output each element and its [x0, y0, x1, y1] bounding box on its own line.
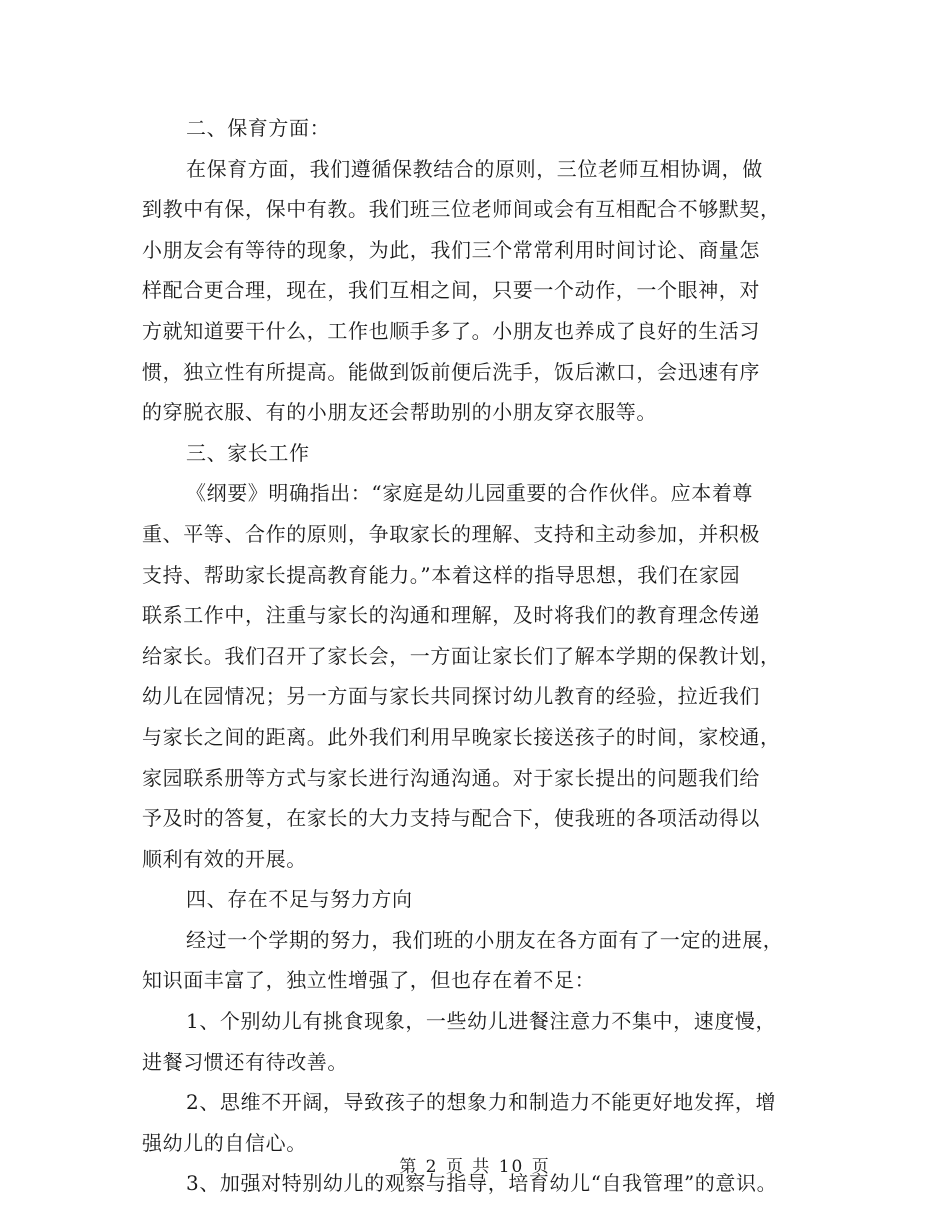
text-line: 联系工作中，注重与家长的沟通和理解，及时将我们的教育理念传递 [142, 603, 760, 628]
text-line: 的穿脱衣服、有的小朋友还会帮助别的小朋友穿衣服等。 [142, 400, 657, 425]
text-line: 进餐习惯还有待改善。 [142, 1049, 348, 1074]
text-line: 1、个别幼儿有挑食现象，一些幼儿进餐注意力不集中，速度慢， [186, 1009, 777, 1034]
text-line: 惯，独立性有所提高。能做到饭前便后洗手，饭后漱口，会迅速有序 [142, 359, 760, 384]
text-line: 到教中有保，保中有教。我们班三位老师间或会有互相配合不够默契， [142, 197, 781, 222]
text-line: 家园联系册等方式与家长进行沟通沟通。对于家长提出的问题我们给 [142, 765, 760, 790]
text-line: 《纲要》明确指出：“家庭是幼儿园重要的合作伙伴。应本着尊 [186, 481, 754, 506]
text-line: 2、思维不开阔，导致孩子的想象力和制造力不能更好地发挥，增 [186, 1090, 777, 1115]
text-line: 予及时的答复，在家长的大力支持与配合下，使我班的各项活动得以 [142, 806, 760, 831]
text-line: 重、平等、合作的原则，争取家长的理解、支持和主动参加，并积极 [142, 521, 760, 546]
text-line: 支持、帮助家长提高教育能力。”本着这样的指导思想，我们在家园 [142, 562, 741, 587]
text-line: 强幼儿的自信心。 [142, 1130, 307, 1155]
text-line: 3、加强对特别幼儿的观察与指导，培育幼儿“自我管理”的意识。 [186, 1171, 778, 1196]
text-line: 顺利有效的开展。 [142, 846, 307, 871]
text-line: 样配合更合理，现在，我们互相之间，只要一个动作，一个眼神，对 [142, 278, 760, 303]
text-line: 小朋友会有等待的现象，为此，我们三个常常利用时间讨论、商量怎 [142, 237, 760, 262]
document-body [142, 108, 822, 1204]
text-line: 方就知道要干什么，工作也顺手多了。小朋友也养成了良好的生活习 [142, 318, 760, 343]
page-number: 第 2 页 共 10 页 [399, 1157, 551, 1177]
text-line: 四、存在不足与努力方向 [186, 887, 413, 912]
text-line: 在保育方面，我们遵循保教结合的原则，三位老师互相协调，做 [186, 156, 763, 181]
text-line: 经过一个学期的努力，我们班的小朋友在各方面有了一定的进展， [186, 927, 784, 952]
text-line: 幼儿在园情况；另一方面与家长共同探讨幼儿教育的经验，拉近我们 [142, 684, 760, 709]
text-line: 知识面丰富了，独立性增强了，但也存在着不足： [142, 968, 596, 993]
text-line: 二、保育方面： [186, 116, 331, 140]
text-line: 与家长之间的距离。此外我们利用早晚家长接送孩子的时间，家校通， [142, 724, 781, 749]
text-line: 三、家长工作 [186, 440, 310, 465]
text-line: 给家长。我们召开了家长会，一方面让家长们了解本学期的保教计划， [142, 643, 781, 668]
